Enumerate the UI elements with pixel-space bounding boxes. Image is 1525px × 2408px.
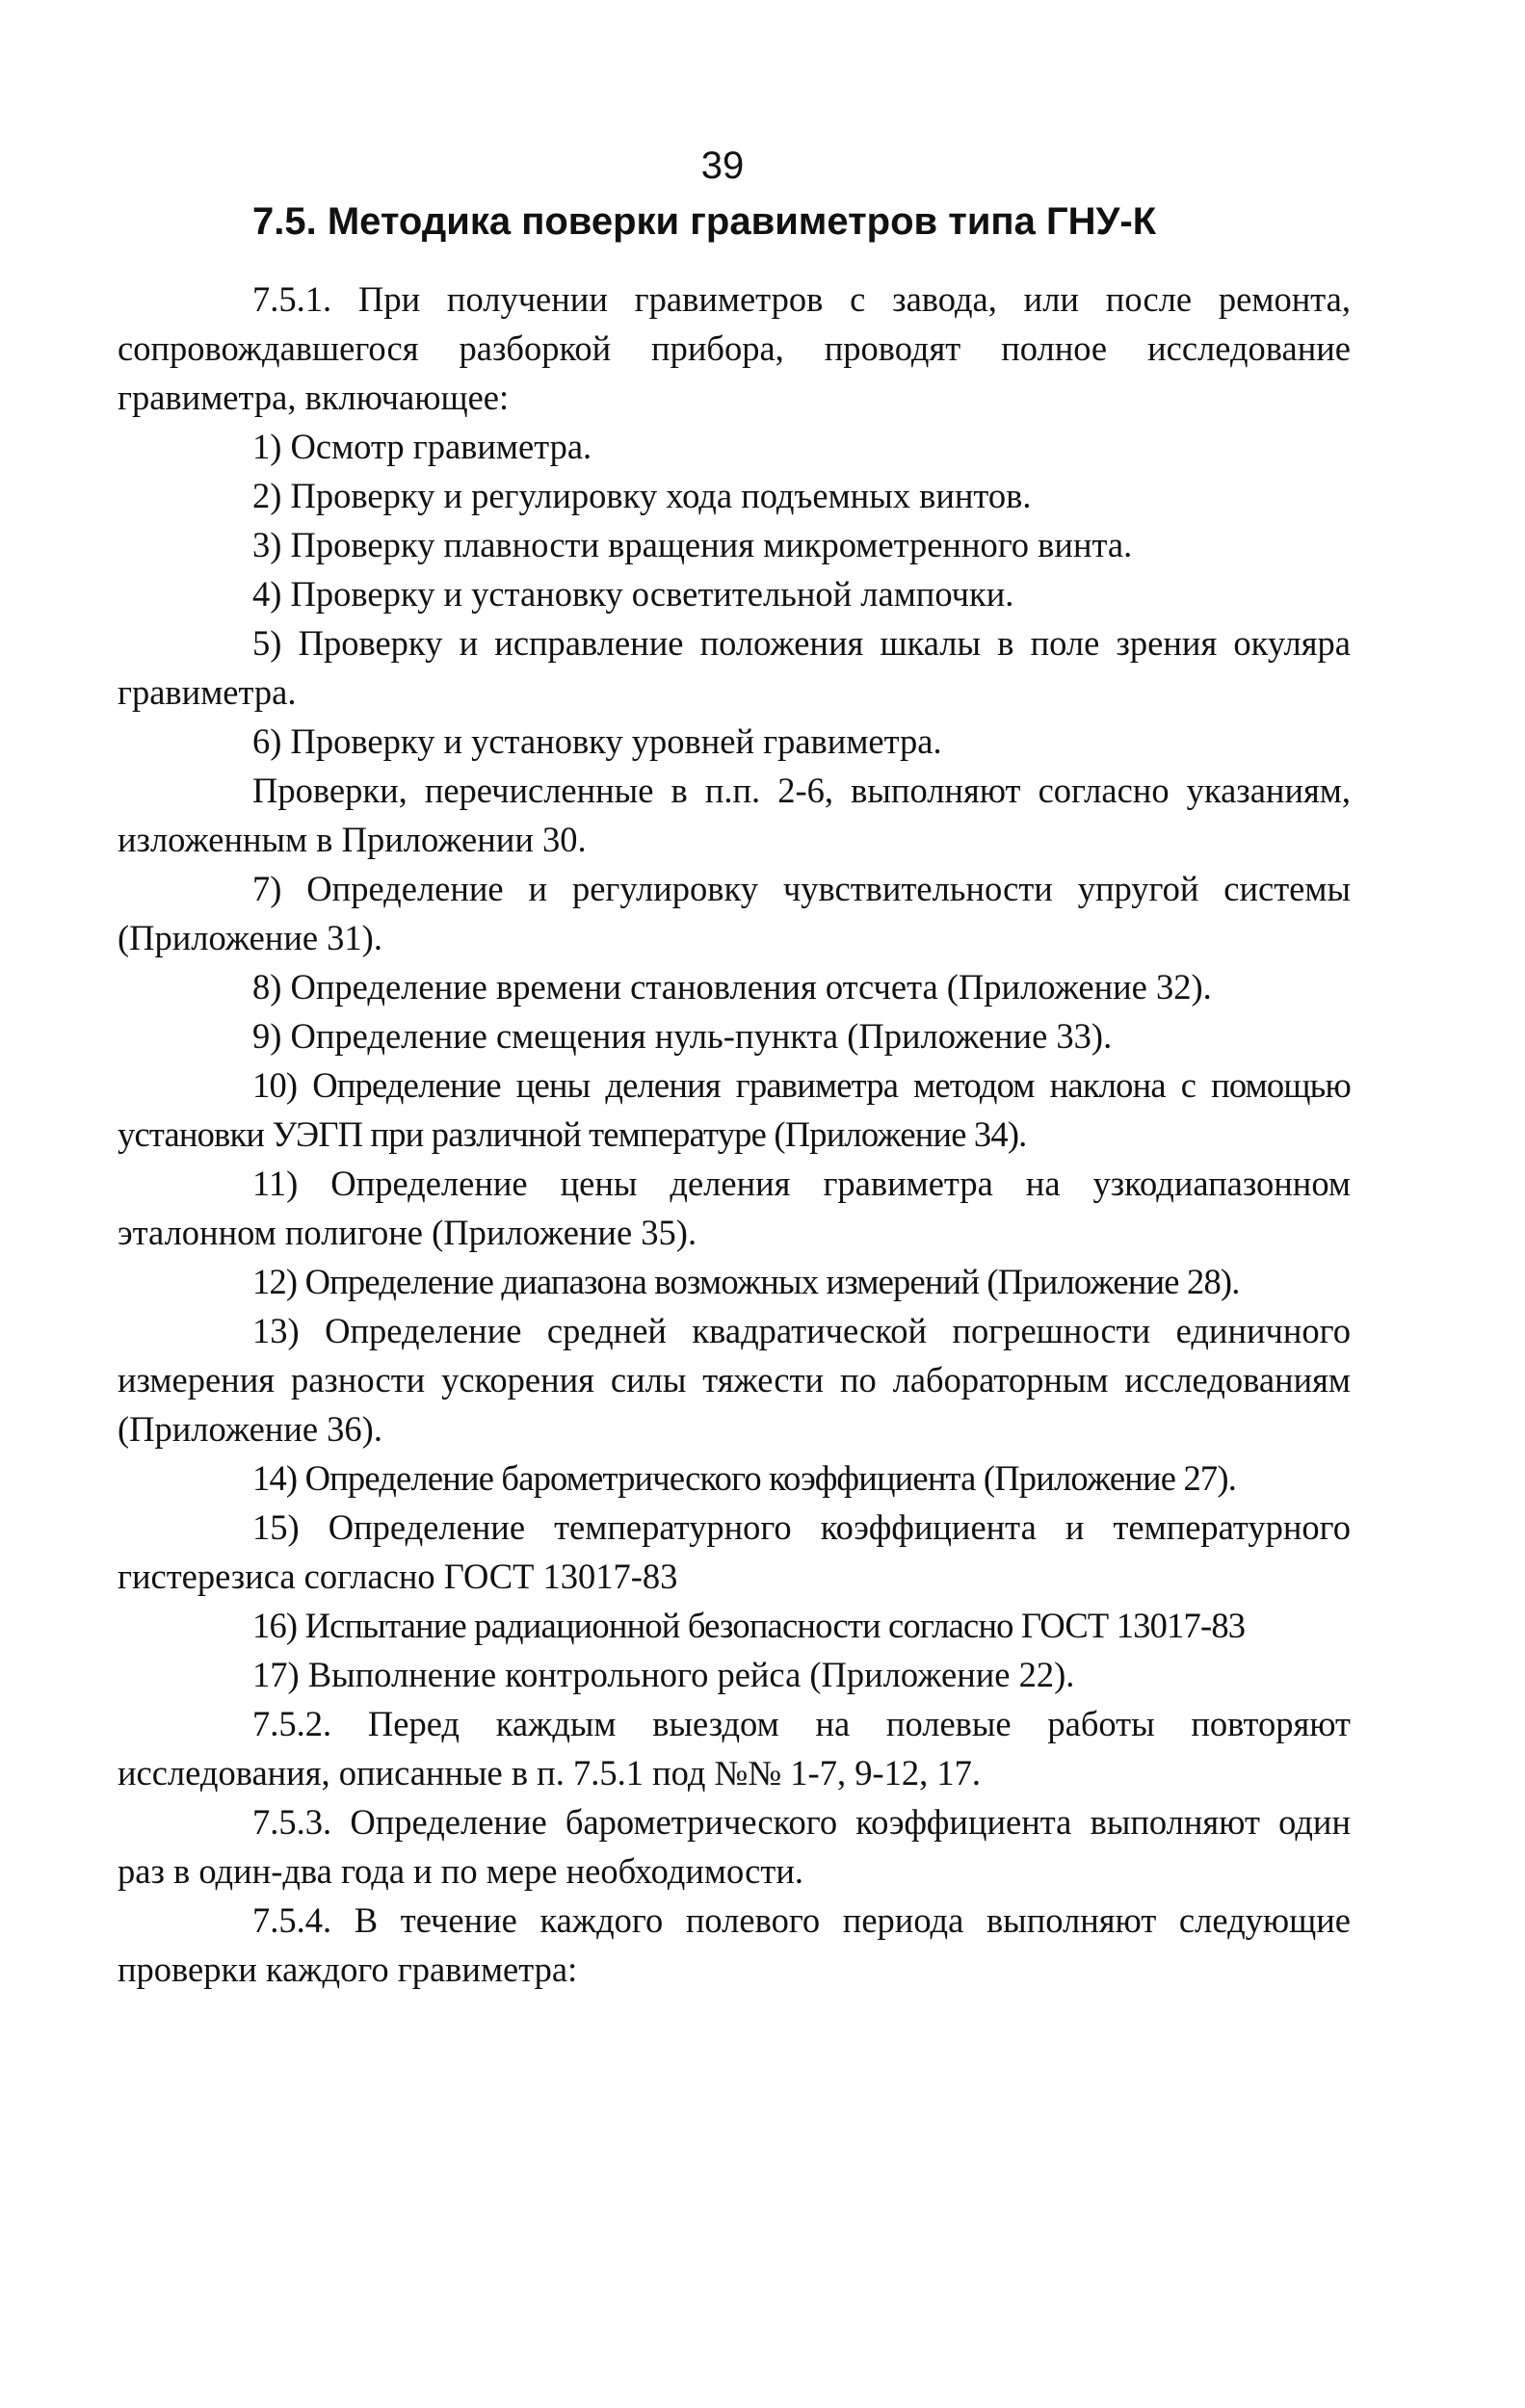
list-item: 8) Определение времени становления отсчета (Приложение 32). (252, 967, 1212, 1007)
list-item: 2) Проверку и регулировку хода подъемных винтов. (252, 476, 1032, 515)
section-heading: 7.5. Методика поверки гравиметров типа ГНУ-К (252, 200, 1157, 243)
paragraph-7-5-1: 7.5.1. При получении гравиметров с завода, или после ремонта, сопровождавшегося разборкой прибора, проводят полное исследование гравиметра, включающее: (118, 279, 1351, 417)
list-item: 14) Определение барометрического коэффициента (Приложение 27). (252, 1458, 1237, 1498)
list-item: 15) Определение температурного коэффициента и температурного гистерезиса согласно ГОСТ 13017-83 (118, 1507, 1351, 1596)
list-item: 1) Осмотр гравиметра. (252, 427, 592, 466)
list-item: 4) Проверку и установку осветительной лампочки. (252, 574, 1014, 614)
document-body (118, 275, 1351, 1994)
list-item: 7) Определение и регулировку чувствительности упругой системы (Приложение 31). (118, 869, 1351, 957)
list-item: 11) Определение цены деления гравиметра на узкодиапазонном эталонном полигоне (Приложение 35). (118, 1164, 1351, 1252)
paragraph-7-5-2: 7.5.2. Перед каждым выездом на полевые работы повторяют исследования, описанные в п. 7.5.1 под №№ 1-7, 9-12, 17. (118, 1704, 1351, 1793)
list-item: 5) Проверку и исправление положения шкалы в поле зрения окуляра гравиметра. (118, 623, 1351, 712)
page-number: 39 (700, 144, 745, 187)
list-item: 12) Определение диапазона возможных измерений (Приложение 28). (252, 1262, 1240, 1301)
paragraph-7-5-3: 7.5.3. Определение барометрического коэффициента выполняют один раз в один-два года и по мере необходимости. (118, 1802, 1351, 1891)
list-item: 17) Выполнение контрольного рейса (Приложение 22). (252, 1655, 1075, 1694)
paragraph-7-5-4: 7.5.4. В течение каждого полевого периода выполняют следующие проверки каждого гравиметра: (118, 1900, 1351, 1989)
list-item: 3) Проверку плавности вращения микрометренного винта. (252, 525, 1133, 564)
list-item: 6) Проверку и установку уровней гравиметра. (252, 721, 942, 761)
list-item: 9) Определение смещения нуль-пункта (Приложение 33). (252, 1016, 1113, 1056)
list-item: 13) Определение средней квадратической погрешности единичного измерения разности ускорения силы тяжести по лабораторным исследованиям (Приложение 36). (118, 1311, 1351, 1449)
list-item: 16) Испытание радиационной безопасности согласно ГОСТ 13017-83 (252, 1606, 1246, 1645)
paragraph-checks-note: Проверки, перечисленные в п.п. 2-6, выполняют согласно указаниям, изложенным в Приложении 30. (118, 771, 1351, 859)
list-item: 10) Определение цены деления гравиметра методом наклона с помощью установки УЭГП при различной температуре (Приложение 34). (118, 1065, 1351, 1154)
